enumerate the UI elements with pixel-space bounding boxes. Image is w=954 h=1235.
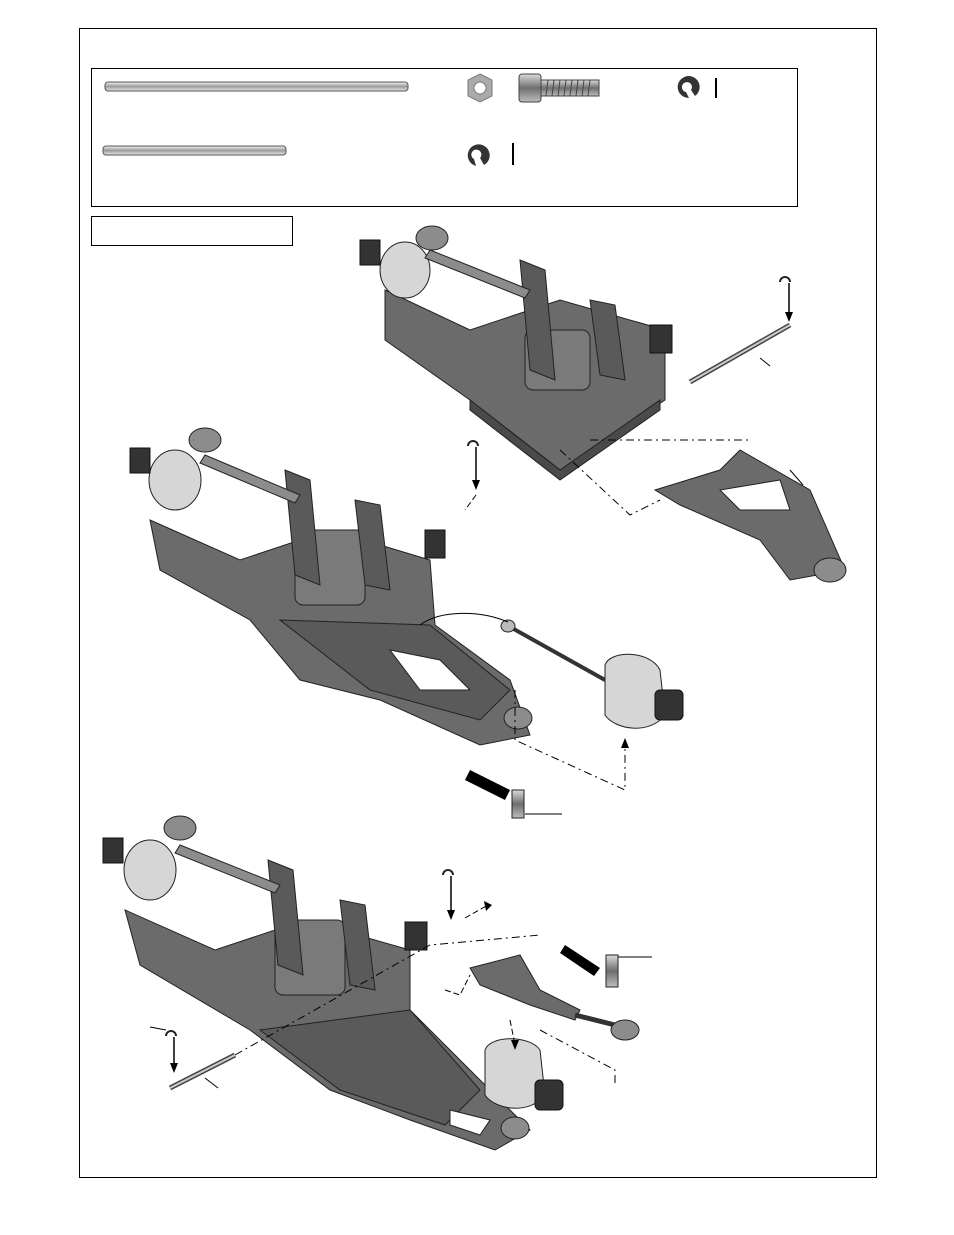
rear-assembly-step-1	[360, 226, 846, 582]
e-clip-icon	[468, 143, 513, 166]
hex-nut-icon	[468, 74, 492, 102]
rear-assembly-step-2	[130, 428, 683, 818]
long-hinge-pin-icon	[105, 82, 408, 91]
short-hinge-pin-icon	[103, 146, 286, 155]
rear-assembly-step-3	[103, 816, 652, 1150]
cap-screw-icon	[519, 74, 599, 102]
e-clip-icon	[678, 76, 716, 98]
